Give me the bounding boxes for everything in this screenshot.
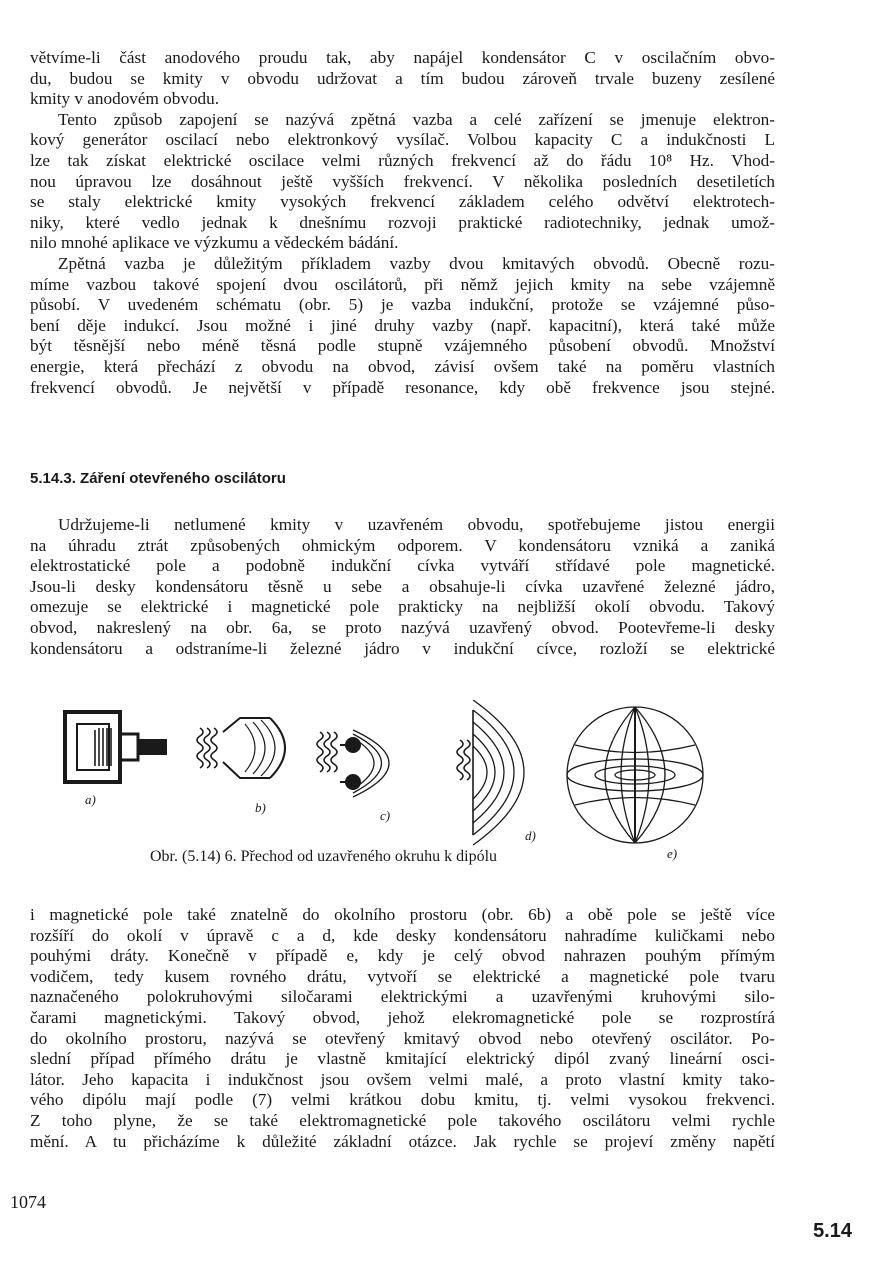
text-line: nilo mnohé aplikace ve výzkumu a vědeckém bádání. — [30, 233, 399, 253]
text-line: kmity v anodovém obvodu. — [30, 89, 220, 109]
section-heading: 5.14.3. Záření otevřeného oscilátoru — [30, 470, 286, 487]
text-line: působí. V uvedeném schématu (obr. 5) je vazba indukční, protože se vzájemné půso- — [30, 295, 775, 315]
figure-drawing — [55, 700, 795, 850]
text-line: bení děje indukcí. Jsou možné i jiné druhy vazby (např. kapacitní), která také může — [30, 315, 775, 335]
top-text — [30, 48, 775, 398]
text-line: naznačeného polokruhovými siločarami elektrickými a uzavřenými kruhovými silo- — [30, 987, 775, 1007]
figure-caption: Obr. (5.14) 6. Přechod od uzavřeného okruhu k dipólu — [150, 848, 498, 865]
text-line: větvíme-li část anodového proudu tak, aby napájel kondensátor C v oscilačním obvo- — [30, 48, 775, 67]
figure-label-a: a) — [85, 792, 96, 807]
figure-a-closed-circuit — [65, 712, 166, 782]
text-line: Udržujeme-li netlumené kmity v uzavřeném obvodu, spotřebujeme jistou energii — [58, 515, 775, 534]
text-line: omezuje se elektrické i magnetické pole prakticky na nejbližší okolí obvodu. Takový — [30, 597, 775, 617]
bottom-text — [30, 905, 775, 1152]
text-line: pouhými dráty. Konečně v případě e, kdy je celý obvod nahrazen pouhým přímým — [30, 946, 775, 966]
text-line: kový generátor oscilací nebo elektronkový vysílač. Volbou kapacity C a indukčnosti L — [30, 130, 775, 150]
figure-c-spheres — [317, 730, 389, 797]
text-line: Jsou-li desky kondensátoru těsně u sebe a obsahuje-li cívka uzavřené železné jádro, — [30, 576, 775, 596]
text-line: látor. Jeho kapacita i indukčnost jsou ovšem velmi malé, a proto vlastní kmity tako- — [30, 1069, 775, 1089]
text-line: míme vazbou takové spojení dvou oscilátorů, při němž jejich kmity na sebe vzájemně — [30, 274, 775, 294]
text-line: frekvencí obvodů. Je největší v případě resonance, kdy obě frekvence jsou stejné. — [30, 377, 775, 397]
text-line: nou úpravou lze dosáhnout ještě vyšších frekvencí. V několika posledních desetiletích — [30, 171, 775, 191]
text-line: lze tak získat elektrické oscilace velmi různých frekvencí až do řádu 10⁸ Hz. Vhod- — [30, 150, 775, 170]
figure-label-e: e) — [667, 846, 678, 861]
figure-d-wires — [457, 700, 524, 845]
text-line: elektrostatické pole a podobně indukční cívka vytváří střídavé pole magnetické. — [30, 556, 775, 576]
middle-text — [30, 515, 775, 659]
text-line: energie, která přechází z obvodu na obvod, závisí ovšem také na poměru vlastních — [30, 356, 775, 376]
text-line: niky, které vedlo jednak k dnešnímu rozvoji praktické radiotechniky, jednak umož- — [30, 212, 775, 232]
text-line: slední případ přímého drátu je vlastně kmitající elektrický dipól zvaný lineární osci- — [30, 1049, 775, 1069]
figure-label-b: b) — [255, 800, 266, 815]
text-line: Tento způsob zapojení se nazývá zpětná vazba a celé zařízení se jmenuje elektron- — [58, 109, 775, 129]
figure-label-c: c) — [380, 808, 391, 823]
figure-label-d: d) — [525, 828, 536, 843]
section-marker: 5.14 — [813, 1220, 852, 1242]
text-line: na úhradu ztrát způsobených ohmickým odporem. V kondensátoru vzniká a zaniká — [30, 535, 775, 555]
text-line: vodičem, tedy kusem rovného drátu, vytvoří se elektrické a magnetické pole tvaru — [30, 966, 775, 986]
text-line: obvod, nakreslený na obr. 6a, se proto nazývá uzavřený obvod. Pootevřeme-li desky — [30, 617, 775, 637]
text-line: Zpětná vazba je důležitým příkladem vazby dvou kmitavých obvodů. Obecně rozu- — [58, 253, 775, 273]
text-line: čarami magnetickými. Takový obvod, jehož elekromagnetické pole se rozprostírá — [30, 1007, 775, 1027]
paragraph-2 — [30, 110, 775, 254]
figure-6 — [55, 700, 795, 870]
text-line: kondensátoru a odstraníme-li železné jádro v indukční cívce, rozloží se elektrické — [30, 638, 775, 658]
figure-b-opened-circuit — [197, 718, 285, 778]
paragraph-1 — [30, 48, 775, 110]
text-line: du, budou se kmity v obvodu udržovat a tím budou zároveň trvale buzeny zesílené — [30, 68, 775, 88]
figure-e-dipole — [567, 707, 703, 843]
text-line: mění. A tu přicházíme k důležité základní otázce. Jak rychle se projeví změny napětí — [30, 1131, 775, 1151]
text-line: do okolního prostoru, nazývá se otevřený kmitavý obvod nebo otevřený oscilátor. Po- — [30, 1028, 775, 1048]
page-number: 1074 — [10, 1192, 46, 1212]
paragraph-3 — [30, 254, 775, 398]
text-line: se staly elektrické kmity vysokých frekvencí základem celého odvětví elektrotech- — [30, 192, 775, 212]
text-line: být těsnější nebo méně těsná podle stupně vzájemného působení obvodů. Množství — [30, 336, 775, 356]
text-line: rozšíří do okolí v úpravě c a d, kde desky kondensátoru nahradíme kuličkami nebo — [30, 925, 775, 945]
text-line: Z toho plyne, že se také elektromagnetické pole takového oscilátoru velmi rychle — [30, 1110, 775, 1130]
text-line: i magnetické pole také znatelně do okolního prostoru (obr. 6b) a obě pole se ještě více — [30, 905, 775, 924]
text-line: vého dipólu mají podle (7) velmi krátkou dobu kmitu, tj. velmi vysokou frekvenci. — [30, 1090, 775, 1110]
